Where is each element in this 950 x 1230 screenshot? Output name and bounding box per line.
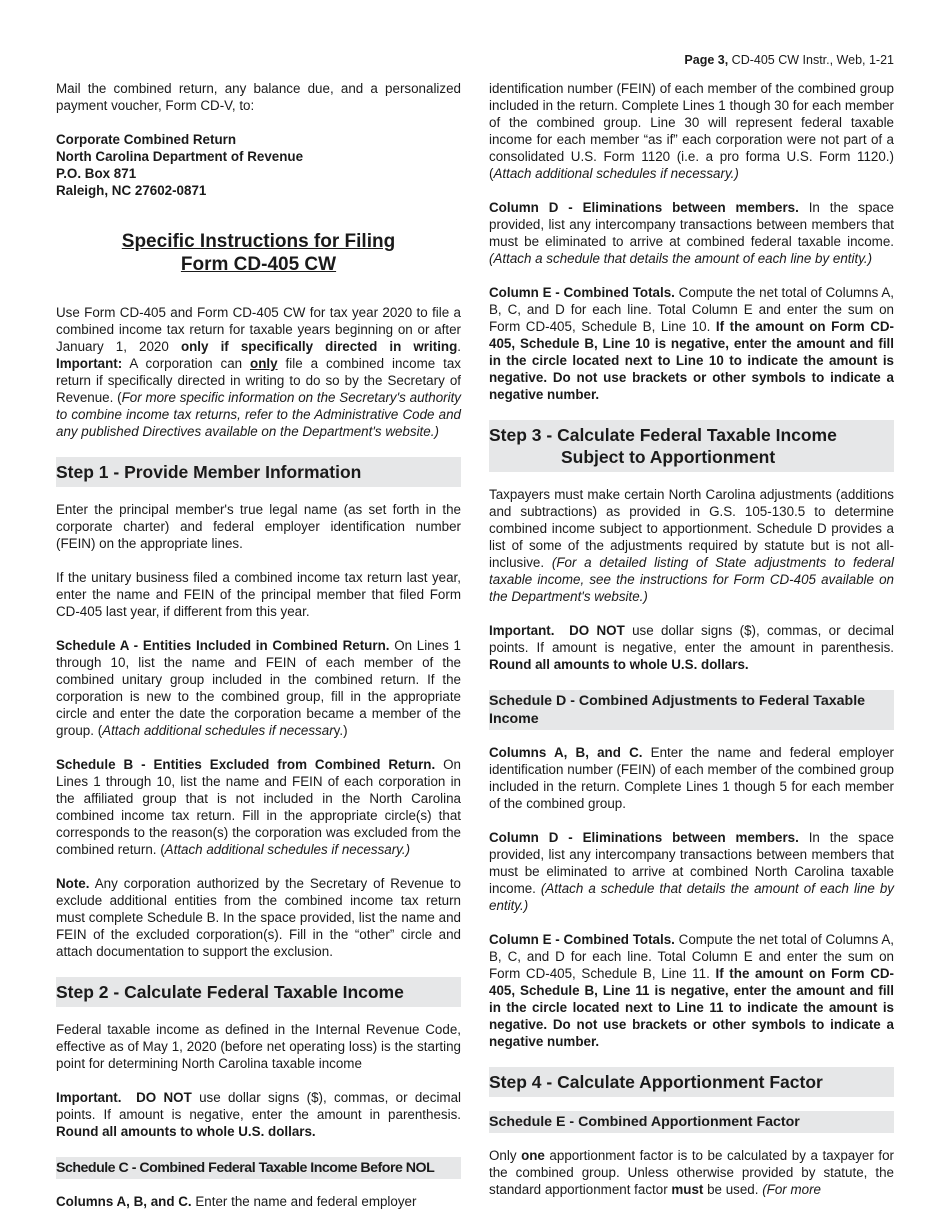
doc-ref: CD-405 CW Instr., Web, 1-21 <box>731 53 894 67</box>
mail-intro: Mail the combined return, any balance due, and a personalized payment voucher, Form CD-V, to: <box>56 81 461 113</box>
schedule-a-paragraph: Schedule A - Entities Included in Combined Return. On Lines 1 through 10, list the name and FEIN of each member of the combined unitary group included in the combined return. If the corporation is new to the combined group, fill in the appropriate circle and enter the date the corporation became a member of the group. (Attach additional schedules if necessary.) <box>56 638 461 738</box>
schedule-e-heading: Schedule E - Combined Apportionment Factor <box>489 1111 894 1133</box>
apportionment-paragraph: Only one apportionment factor is to be calculated by a taxpayer for the combined group. Unless otherwise provided by statute, the standard apportionment factor must be used. (For more <box>489 1148 894 1197</box>
step-2-heading: Step 2 - Calculate Federal Taxable Income <box>56 977 461 1007</box>
address-line: Raleigh, NC 27602-0871 <box>56 183 207 198</box>
column-e-paragraph: Column E - Combined Totals. Compute the net total of Columns A, B, C, and D for each line. Total Column E and enter the sum on Form CD-405, Schedule B, Line 10. If the amount on Form CD-405, Schedule B, Line 10 is negative, enter the amount and fill in the circle located next to Line 10 to indicate the amount is negative. Do not use brackets or other symbols to indicate a negative number. <box>489 285 894 402</box>
left-column <box>56 80 461 1227</box>
page-label: Page 3, <box>684 53 729 67</box>
column-d-paragraph: Column D - Eliminations between members. In the space provided, list any intercompany transactions between members that must be eliminated to arrive at combined North Carolina taxable income. (Attach a schedule that details the amount of each line by entity.) <box>489 830 895 913</box>
step2-paragraph: Federal taxable income as defined in the Internal Revenue Code, effective as of May 1, 2020 (before net operating loss) is the starting point for determining North Carolina taxable income <box>56 1022 461 1071</box>
step-4-heading: Step 4 - Calculate Apportionment Factor <box>489 1067 894 1097</box>
step3-paragraph: Taxpayers must make certain North Carolina adjustments (additions and subtractions) as provided in G.S. 105-130.5 to determine combined income subject to apportionment. Schedule D provides a list of some of the adjustments required by statute but is not all-inclusive. (For a detailed listing of State adjustments to federal taxable income, see the instructions for Form CD-405 available on the Department's website.) <box>489 487 894 604</box>
column-e-paragraph: Column E - Combined Totals. Compute the net total of Columns A, B, C, and D for each line. Total Column E and enter the sum on Form CD-405, Schedule B, Line 11. If the amount on Form CD-405, Schedule B, Line 11 is negative, enter the amount and fill in the circle located next to Line 11 to indicate the amount is negative. Do not use brackets or other symbols to indicate a negative number. <box>489 932 894 1049</box>
important-paragraph: Important. DO NOT use dollar signs ($), commas, or decimal points. If amount is negative, enter the amount in parenthesis. Round all amounts to whole U.S. dollars. <box>489 623 894 672</box>
schedule-d-heading: Schedule D - Combined Adjustments to Federal Taxable Income <box>489 690 894 730</box>
title-line-1: Specific Instructions for Filing <box>121 231 396 252</box>
address-line: Corporate Combined Return <box>56 132 237 147</box>
page-header <box>684 53 894 67</box>
column-d-paragraph: Column D - Eliminations between members. In the space provided, list any intercompany transactions between members that must be eliminated to arrive at combined federal taxable income. (Attach a schedule that details the amount of each line by entity.) <box>489 200 894 266</box>
columns-abc-paragraph: Columns A, B, and C. Enter the name and federal employer <box>56 1194 417 1209</box>
important-paragraph: Important. DO NOT use dollar signs ($), commas, or decimal points. If amount is negative, enter the amount in parenthesis. Round all amounts to whole U.S. dollars. <box>56 1090 461 1139</box>
columns-abc-paragraph: Columns A, B, and C. Enter the name and federal employer identification number (FEIN) of each member of the combined group included in the return. Complete Lines 1 though 5 for each member of the combined group. <box>489 745 894 811</box>
note-paragraph: Note. Any corporation authorized by the Secretary of Revenue to exclude additional entities from the combined income tax return must complete Schedule B. In the space provided, list the name and FEIN of the excluded corporation(s). Fill in the “other” circle and attach documentation to support the exclusion. <box>56 876 461 959</box>
step1-paragraph-2: If the unitary business filed a combined income tax return last year, enter the name and FEIN of the principal member that filed Form CD-405 last year, if different from this year. <box>56 570 461 619</box>
address-line: P.O. Box 871 <box>56 166 137 181</box>
schedule-c-heading: Schedule C - Combined Federal Taxable Income Before NOL <box>56 1157 461 1179</box>
schedule-b-paragraph: Schedule B - Entities Excluded from Combined Return. On Lines 1 through 10, list the name and FEIN of each corporation in the affiliated group that is not included in the North Carolina combined income tax return. Fill in the appropriate circle(s) that corresponds to the reason(s) the corporation was excluded from the combined return. (Attach additional schedules if necessary.) <box>56 757 462 857</box>
page-title <box>56 230 461 276</box>
step-1-heading: Step 1 - Provide Member Information <box>56 457 461 487</box>
title-line-2: Form CD-405 CW <box>180 254 337 275</box>
address-line: North Carolina Department of Revenue <box>56 149 304 164</box>
mailing-address <box>56 131 461 199</box>
right-column <box>489 80 894 1215</box>
intro-paragraph: Use Form CD-405 and Form CD-405 CW for tax year 2020 to file a combined income tax return for taxable years beginning on or after January 1, 2020 only if specifically directed in writing. Important: A corporation can only file a combined income tax return if specifically directed in writing to do so by the Secretary of Revenue. (For more specific information on the Secretary's authority to combine income tax returns, refer to the Administrative Code and any published Directives available on the Department's website.) <box>56 305 462 439</box>
step-3-heading: Step 3 - Calculate Federal Taxable Income Subject to Apportionment <box>489 420 894 472</box>
continued-paragraph: identification number (FEIN) of each member of the combined group included in the return. Complete Lines 1 though 30 for each member of the combined group. Line 30 will represent federal taxable income for each member “as if” each corporation were not part of a consolidated U.S. Form 1120 (i.e. a pro forma U.S. Form 1120.) (Attach additional schedules if necessary.) <box>489 81 894 181</box>
step1-paragraph-1: Enter the principal member's true legal name (as set forth in the corporate charter) and federal employer identification number (FEIN) on the appropriate lines. <box>56 502 461 551</box>
